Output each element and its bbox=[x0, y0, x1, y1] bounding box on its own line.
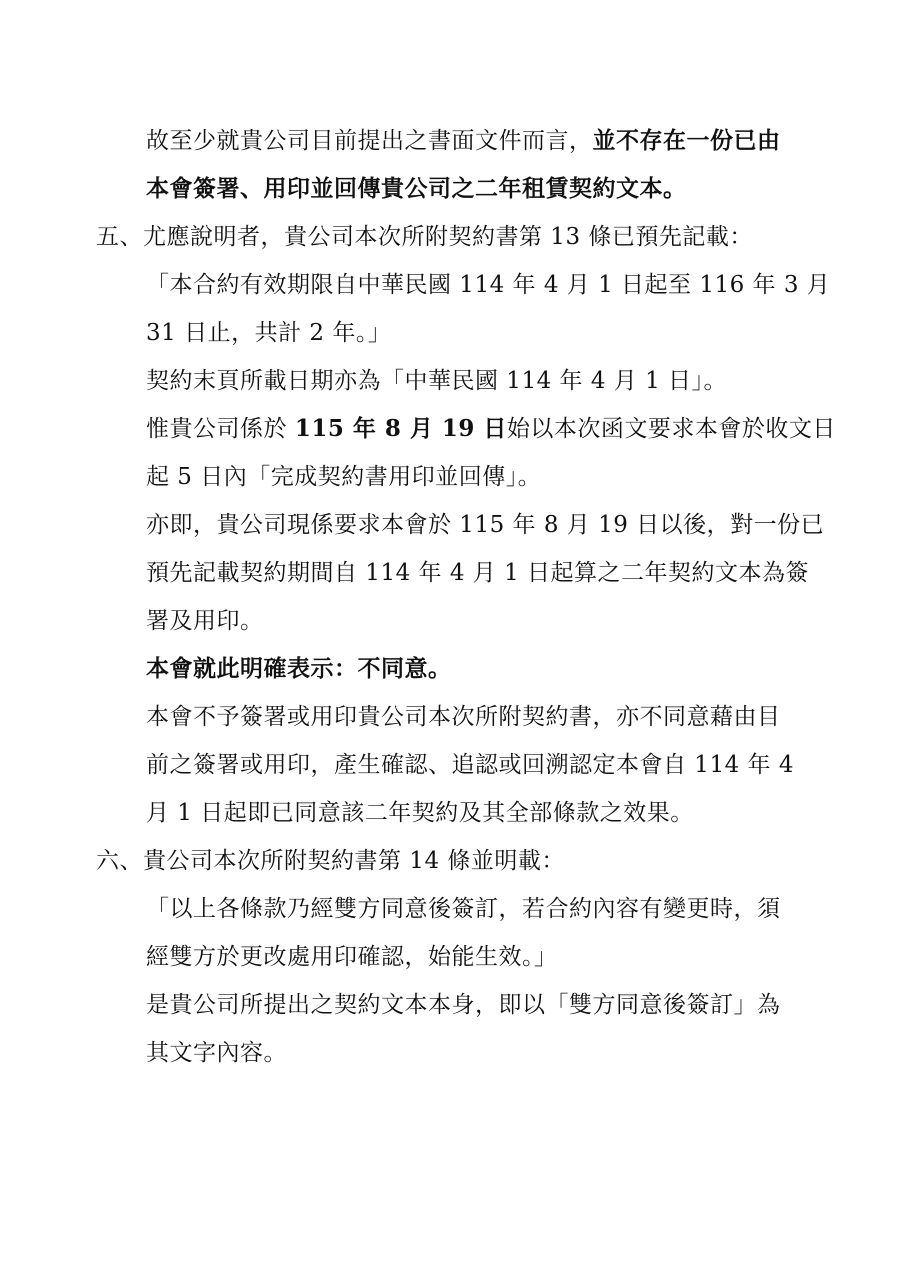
paragraph-line bbox=[146, 462, 826, 492]
text-run: 六、貴公司本次所附契約書第 14 條並明載： bbox=[96, 848, 565, 874]
paragraph-line bbox=[146, 990, 826, 1020]
paragraph-line bbox=[146, 750, 826, 780]
text-run: 始以本次函文要求本會於收文日 bbox=[506, 416, 836, 442]
quote-line bbox=[146, 270, 831, 300]
paragraph-line bbox=[146, 510, 826, 540]
text-run: 其文字內容。 bbox=[146, 1040, 287, 1066]
text-run: 31 日止，共計 2 年。」 bbox=[146, 320, 392, 346]
section-heading-five bbox=[96, 222, 776, 252]
statement-line-bold bbox=[146, 654, 826, 684]
text-run: 經雙方於更改處用印確認，始能生效。」 bbox=[146, 944, 558, 970]
text-run: 亦即，貴公司現係要求本會於 115 年 8 月 19 日以後，對一份已 bbox=[146, 512, 825, 538]
section-heading-six bbox=[96, 846, 776, 876]
text-run: 契約末頁所載日期亦為「中華民國 114 年 4 月 1 日」。 bbox=[146, 368, 728, 394]
quote-line bbox=[146, 318, 826, 348]
text-run: 「本合約有效期限自中華民國 114 年 4 月 1 日起至 116 年 3 月 bbox=[146, 272, 831, 298]
text-run: 預先記載契約期間自 114 年 4 月 1 日起算之二年契約文本為簽 bbox=[146, 560, 810, 586]
quote-line bbox=[146, 894, 826, 924]
paragraph-line bbox=[146, 798, 826, 828]
paragraph-line bbox=[146, 366, 826, 396]
bold-date-run: 115 年 8 月 19 日 bbox=[294, 415, 507, 442]
paragraph-line bbox=[146, 414, 836, 444]
text-run: 惟貴公司係於 bbox=[146, 416, 295, 442]
paragraph-line bbox=[146, 558, 826, 588]
paragraph-line bbox=[146, 702, 826, 732]
text-run: 月 1 日起即已同意該二年契約及其全部條款之效果。 bbox=[146, 800, 694, 826]
quote-line bbox=[146, 942, 826, 972]
text-run: 故至少就貴公司目前提出之書面文件而言， bbox=[146, 128, 593, 154]
bold-text-run: 本會就此明確表示：不同意。 bbox=[146, 655, 452, 682]
paragraph-line bbox=[146, 126, 826, 156]
bold-text-run: 並不存在一份已由 bbox=[592, 127, 781, 154]
paragraph-line bbox=[146, 1038, 826, 1068]
text-run: 本會不予簽署或用印貴公司本次所附契約書，亦不同意藉由目 bbox=[146, 704, 781, 730]
paragraph-line-bold bbox=[146, 174, 826, 204]
text-run: 前之簽署或用印，產生確認、追認或回溯認定本會自 114 年 4 bbox=[146, 752, 794, 778]
text-run: 起 5 日內「完成契約書用印並回傳」。 bbox=[146, 464, 542, 490]
text-run: 「以上各條款乃經雙方同意後簽訂，若合約內容有變更時，須 bbox=[146, 896, 781, 922]
bold-text-run: 本會簽署、用印並回傳貴公司之二年租賃契約文本。 bbox=[146, 175, 687, 202]
text-run: 署及用印。 bbox=[146, 608, 264, 634]
paragraph-line bbox=[146, 606, 826, 636]
text-run: 五、尤應說明者，貴公司本次所附契約書第 13 條已預先記載： bbox=[96, 224, 753, 250]
text-run: 是貴公司所提出之契約文本本身，即以「雙方同意後簽訂」為 bbox=[146, 992, 781, 1018]
